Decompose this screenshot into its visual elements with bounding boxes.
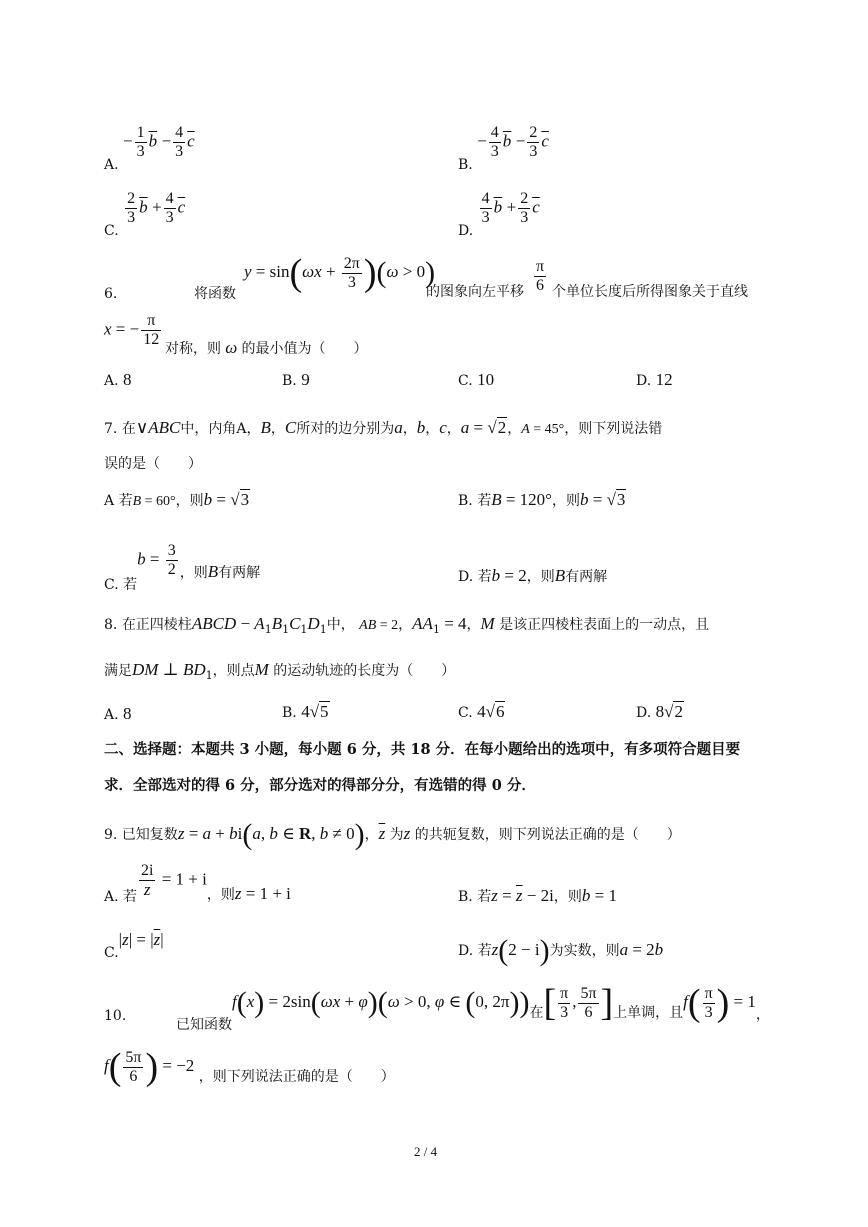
q6-text-2: 的图象向左平移 bbox=[426, 284, 524, 300]
q10-stem-2: f( $\frac{5\pi}{6}$ ) = −2 ，则下列说法正确的是（ ） bbox=[104, 1046, 395, 1088]
section-2-heading-2: 求．全部选对的得 6 分，部分选对的得部分分，有选错的得 0 分． bbox=[104, 777, 536, 794]
q6-option-d[interactable]: D. 12 bbox=[636, 370, 673, 389]
q9-option-b[interactable]: B. 若$z = \overline{z} - 2i$，则b = 1 bbox=[458, 886, 617, 905]
q8-stem: 8. 在正四棱柱ABCD − $A_1B_1C_1D_1$中， AB = 2，$AA_1 = 4$，M 是该正四棱柱表面上的一动点，且 bbox=[104, 614, 710, 636]
q7-stem: 7. 在∨ABC中，内角A，B，C所对的边分别为a，b，c，a = √2，A = 45°，则下列说法错 bbox=[104, 418, 663, 437]
q5-option-a[interactable]: A. − $\frac{1}{3}$ $\overline{b}$ − $\frac{4}{3}$ $\overline{c}$ bbox=[104, 124, 195, 173]
q7-option-b[interactable]: B. 若B = 120°，则b = √3 bbox=[458, 490, 626, 509]
fraction: $\frac{4}{3}$ bbox=[175, 124, 184, 160]
q8-option-c[interactable]: C. 4√6 bbox=[458, 702, 505, 721]
q10-stem: 已知函数f(x) = 2sin(ωx + φ)(ω > 0, φ ∈ (0, 2π))在[ $\frac{\pi}{3}$ , $\frac{5\pi}{6}$ ]上单调，且f( $\frac{\pi}{3}$ ) = 1， bbox=[176, 982, 770, 1033]
q6-text-1: 将函数 bbox=[194, 286, 236, 302]
option-label: D. bbox=[458, 222, 474, 239]
q9-option-d[interactable]: D. 若z(2 − i)为实数，则a = 2b bbox=[458, 934, 664, 967]
q7-option-c[interactable]: C. 若b = $\frac{3}{2}$ ，则B有两解 bbox=[104, 542, 261, 593]
q8-option-b[interactable]: B. 4√5 bbox=[282, 702, 329, 721]
q6-number: 6. bbox=[104, 286, 118, 302]
fraction: $\frac{1}{3}$ bbox=[136, 124, 145, 160]
option-label: A. bbox=[104, 156, 119, 173]
q7-option-a[interactable]: A 若B = 60°，则b = √3 bbox=[104, 490, 250, 509]
fraction: $\frac{4}{3}$ bbox=[481, 190, 490, 226]
fraction: $\frac{2}{3}$ bbox=[529, 124, 538, 160]
fraction: $\frac{4}{3}$ bbox=[165, 190, 174, 226]
q6-option-c[interactable]: C. 10 bbox=[458, 370, 495, 389]
q6-text-4: 对称，则 ω 的最小值为（ ） bbox=[165, 338, 368, 357]
q9-stem: 9. 已知复数z = a + bi(a, b ∈ R, b ≠ 0)，$\overline{z}$ 为z 的共轭复数，则下列说法正确的是（ ） bbox=[104, 818, 681, 851]
q7-option-d[interactable]: D. 若b = 2，则B有两解 bbox=[458, 566, 608, 585]
q8-option-a[interactable]: A. 8 bbox=[104, 704, 132, 723]
q6-shift-fraction: $\frac{\pi}{6}$ bbox=[536, 258, 545, 294]
q9-option-a[interactable]: A. 若 $\frac{2i}{z}$ = 1 + i，则z = 1 + i bbox=[104, 862, 291, 905]
section-2-heading: 二、选择题：本题共 3 小题，每小题 6 分，共 18 分．在每小题给出的选项中，有多项符合题目要 bbox=[104, 741, 741, 758]
page-number: 2 / 4 bbox=[414, 1144, 438, 1159]
fraction: $\frac{4}{3}$ bbox=[490, 124, 499, 160]
q5-option-c[interactable]: C. $\frac{2}{3}$ $\overline{b}$ + $\frac{4}{3}$ $\overline{c}$ bbox=[104, 190, 186, 239]
option-label: B. bbox=[458, 156, 473, 173]
option-label: C. bbox=[104, 222, 119, 239]
q7-stem-2: 误的是（ ） bbox=[104, 456, 202, 472]
q6-function-formula: y = sin(ωx + $\frac{2\pi}{3}$ )(ω > 0) bbox=[244, 252, 436, 294]
q5-option-d[interactable]: D. $\frac{4}{3}$ $\overline{b}$ + $\frac{2}{3}$ $\overline{c}$ bbox=[458, 190, 540, 239]
q8-option-d[interactable]: D. 8√2 bbox=[636, 702, 683, 721]
q8-stem-2: 满足DM ⊥ $BD_1$，则点M 的运动轨迹的长度为（ ） bbox=[104, 660, 456, 682]
fraction: $\frac{2}{3}$ bbox=[127, 190, 136, 226]
q6-option-b[interactable]: B. 9 bbox=[282, 370, 310, 389]
q9-option-c[interactable]: $C.|z| = |\overline{z}|$ bbox=[104, 930, 164, 961]
fraction: $\frac{2}{3}$ bbox=[520, 190, 529, 226]
q6-option-a[interactable]: A. 8 bbox=[104, 370, 132, 389]
q6-line-formula: x = − $\frac{\pi}{12}$ bbox=[104, 312, 160, 348]
q10-number: 10. bbox=[104, 1008, 127, 1024]
q6-text-3: 个单位长度后所得图象关于直线 bbox=[552, 284, 748, 300]
q5-option-b[interactable]: B. − $\frac{4}{3}$ $\overline{b}$ − $\frac{2}{3}$ $\overline{c}$ bbox=[458, 124, 549, 173]
